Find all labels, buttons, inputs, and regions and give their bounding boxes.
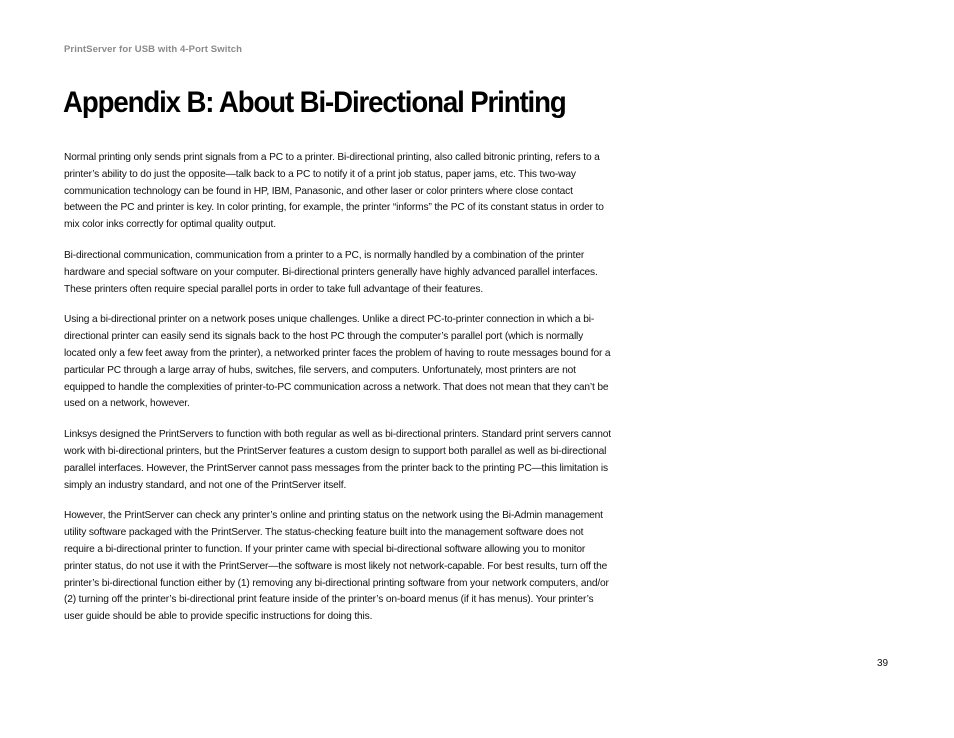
body-text — [64, 150, 612, 640]
paragraph-2: Bi-directional communication, communication from a printer to a PC, is normally handled by a combination of the printer hardware and special software on your computer. Bi-directional printers generally have highly advanced parallel interfaces. These printers often require special parallel ports in order to take full advantage of their features. — [64, 249, 598, 295]
paragraph-4: Linksys designed the PrintServers to function with both regular as well as bi-directional printers. Standard print servers cannot work with bi-directional printers, but the PrintServer features a custom design to support both parallel as well as bi-directional parallel interfaces. However, the PrintServer cannot pass messages from the printer back to the printing PC—this limitation is simply an industry standard, and not one of the PrintServer itself. — [64, 429, 611, 491]
page-number: 39 — [877, 658, 889, 669]
paragraph-5: However, the PrintServer can check any printer’s online and printing status on the network using the Bi-Admin management utility software packaged with the PrintServer. The status-checking feature built into the management software does not require a bi-directional printer to function. If your printer came with special bi-directional software allowing you to monitor printer status, do not use it with the PrintServer—the software is most likely not network-capable. For best results, turn off the printer’s bi-directional function either by (1) removing any bi-directional printing software from your network computers, and/or (2) turning off the printer’s bi-directional print feature inside of the printer’s on-board menus (if it has menus). Your printer’s user guide should be able to provide specific instructions for doing this. — [64, 510, 609, 623]
page-title: Appendix B: About Bi-Directional Printing — [63, 86, 566, 119]
paragraph-3: Using a bi-directional printer on a network poses unique challenges. Unlike a direct PC-to-printer connection in which a bi-directional printer can easily send its signals back to the host PC through the computer’s parallel port (which is normally located only a few feet away from the printer), a networked printer faces the problem of having to route messages bound for a particular PC through a large array of hubs, switches, file servers, and computers. Unfortunately, most printers are not equipped to handle the complexities of printer-to-PC communication across a network. That does not mean that they can’t be used on a network, however. — [64, 314, 611, 410]
running-header: PrintServer for USB with 4-Port Switch — [64, 44, 242, 55]
paragraph-1: Normal printing only sends print signals from a PC to a printer. Bi-directional printing, also called bitronic printing, refers to a printer’s ability to do just the opposite—talk back to a PC to notify it of a print job status, paper jams, etc. This two-way communication technology can be found in HP, IBM, Panasonic, and other laser or color printers where close contact between the PC and printer is key. In color printing, for example, the printer “informs” the PC of its constant status in order to mix color inks correctly for optimal quality output. — [64, 152, 604, 231]
